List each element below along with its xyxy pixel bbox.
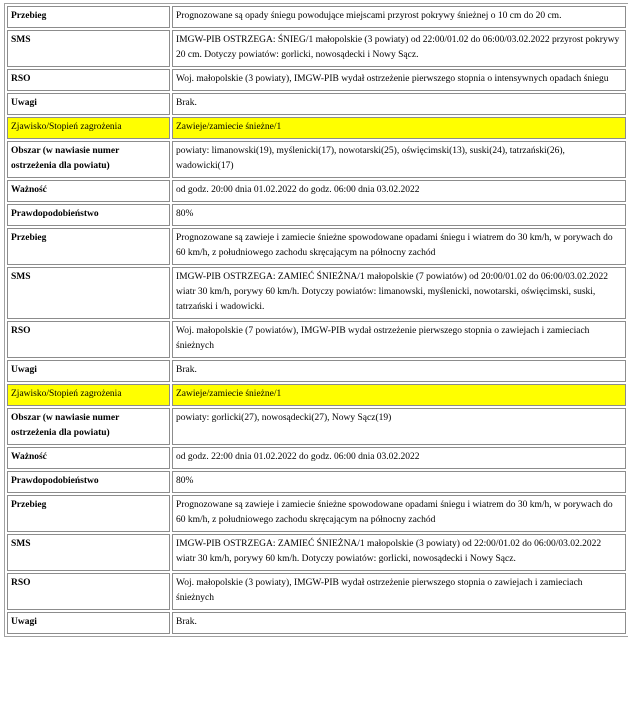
- row-label: Zjawisko/Stopień zagrożenia: [7, 117, 170, 139]
- table-row: [7, 447, 626, 469]
- row-label: Przebieg: [7, 228, 170, 265]
- row-label: Prawdopodobieństwo: [7, 204, 170, 226]
- row-value: IMGW-PIB OSTRZEGA: ŚNIEG/1 małopolskie (3 powiaty) od 22:00/01.02 do 06:00/03.02.2022 przyrost pokrywy 20 cm. Dotyczy powiatów: gorlicki, nowosądecki i Nowy Sącz.: [172, 30, 626, 67]
- row-label: Uwagi: [7, 93, 170, 115]
- table-row: [7, 360, 626, 382]
- weather-warning-table: [4, 3, 628, 637]
- table-row: [7, 30, 626, 67]
- row-value: 80%: [172, 471, 626, 493]
- row-value: Prognozowane są zawieje i zamiecie śnieżne spowodowane opadami śniegu i wiatrem do 30 km/h, w porywach do 60 km/h, z południowego zachodu skręcającym na północny zachód: [172, 495, 626, 532]
- row-value: Prognozowane są zawieje i zamiecie śnieżne spowodowane opadami śniegu i wiatrem do 30 km/h, w porywach do 60 km/h, z południowego zachodu skręcającym na północny zachód: [172, 228, 626, 265]
- table-row: [7, 6, 626, 28]
- row-value: od godz. 20:00 dnia 01.02.2022 do godz. 06:00 dnia 03.02.2022: [172, 180, 626, 202]
- row-label: Przebieg: [7, 495, 170, 532]
- table-row: [7, 69, 626, 91]
- row-label: Obszar (w nawiasie numer ostrzeżenia dla powiatu): [7, 141, 170, 178]
- row-value: IMGW-PIB OSTRZEGA: ZAMIEĆ ŚNIEŻNA/1 małopolskie (7 powiatów) od 20:00/01.02 do 06:00/03.02.2022 wiatr 30 km/h, porywy 60 km/h. Dotyczy powiatów: limanowski, myślenicki, nowotarski, oświęcimski, suski, tatrzański i wadowicki.: [172, 267, 626, 319]
- row-value: Zawieje/zamiecie śnieżne/1: [172, 117, 626, 139]
- row-label: SMS: [7, 267, 170, 319]
- row-label: Zjawisko/Stopień zagrożenia: [7, 384, 170, 406]
- table-row: [7, 267, 626, 319]
- table-row: [7, 573, 626, 610]
- row-value: powiaty: gorlicki(27), nowosądecki(27), Nowy Sącz(19): [172, 408, 626, 445]
- row-label: Uwagi: [7, 612, 170, 634]
- table-row: [7, 180, 626, 202]
- row-label: Obszar (w nawiasie numer ostrzeżenia dla powiatu): [7, 408, 170, 445]
- hazard-row: [7, 384, 626, 406]
- warning-table-body: [7, 6, 626, 634]
- table-row: [7, 408, 626, 445]
- row-label: Ważność: [7, 180, 170, 202]
- table-row: [7, 534, 626, 571]
- row-value: Zawieje/zamiecie śnieżne/1: [172, 384, 626, 406]
- row-value: IMGW-PIB OSTRZEGA: ZAMIEĆ ŚNIEŻNA/1 małopolskie (3 powiaty) od 22:00/01.02 do 06:00/03.02.2022 wiatr 30 km/h, porywy 60 km/h. Dotyczy powiatów: gorlicki, nowosądecki i Nowy Sącz.: [172, 534, 626, 571]
- table-row: [7, 612, 626, 634]
- row-label: Uwagi: [7, 360, 170, 382]
- row-label: Prawdopodobieństwo: [7, 471, 170, 493]
- row-label: SMS: [7, 30, 170, 67]
- table-row: [7, 204, 626, 226]
- row-value: Brak.: [172, 93, 626, 115]
- row-value: Woj. małopolskie (7 powiatów), IMGW-PIB wydał ostrzeżenie pierwszego stopnia o zawiejach i zamieciach śnieżnych: [172, 321, 626, 358]
- row-label: RSO: [7, 69, 170, 91]
- row-label: Przebieg: [7, 6, 170, 28]
- row-value: Prognozowane są opady śniegu powodujące miejscami przyrost pokrywy śnieżnej o 10 cm do 20 cm.: [172, 6, 626, 28]
- table-row: [7, 471, 626, 493]
- table-row: [7, 141, 626, 178]
- row-value: Woj. małopolskie (3 powiaty), IMGW-PIB wydał ostrzeżenie pierwszego stopnia o intensywnych opadach śniegu: [172, 69, 626, 91]
- row-label: Ważność: [7, 447, 170, 469]
- table-row: [7, 228, 626, 265]
- row-value: powiaty: limanowski(19), myślenicki(17), nowotarski(25), oświęcimski(13), suski(24), tatrzański(26), wadowicki(17): [172, 141, 626, 178]
- row-value: 80%: [172, 204, 626, 226]
- row-value: Brak.: [172, 612, 626, 634]
- table-row: [7, 93, 626, 115]
- row-label: SMS: [7, 534, 170, 571]
- table-row: [7, 321, 626, 358]
- table-row: [7, 495, 626, 532]
- row-value: Brak.: [172, 360, 626, 382]
- row-value: Woj. małopolskie (3 powiaty), IMGW-PIB wydał ostrzeżenie pierwszego stopnia o zawiejach i zamieciach śnieżnych: [172, 573, 626, 610]
- row-label: RSO: [7, 573, 170, 610]
- hazard-row: [7, 117, 626, 139]
- row-label: RSO: [7, 321, 170, 358]
- row-value: od godz. 22:00 dnia 01.02.2022 do godz. 06:00 dnia 03.02.2022: [172, 447, 626, 469]
